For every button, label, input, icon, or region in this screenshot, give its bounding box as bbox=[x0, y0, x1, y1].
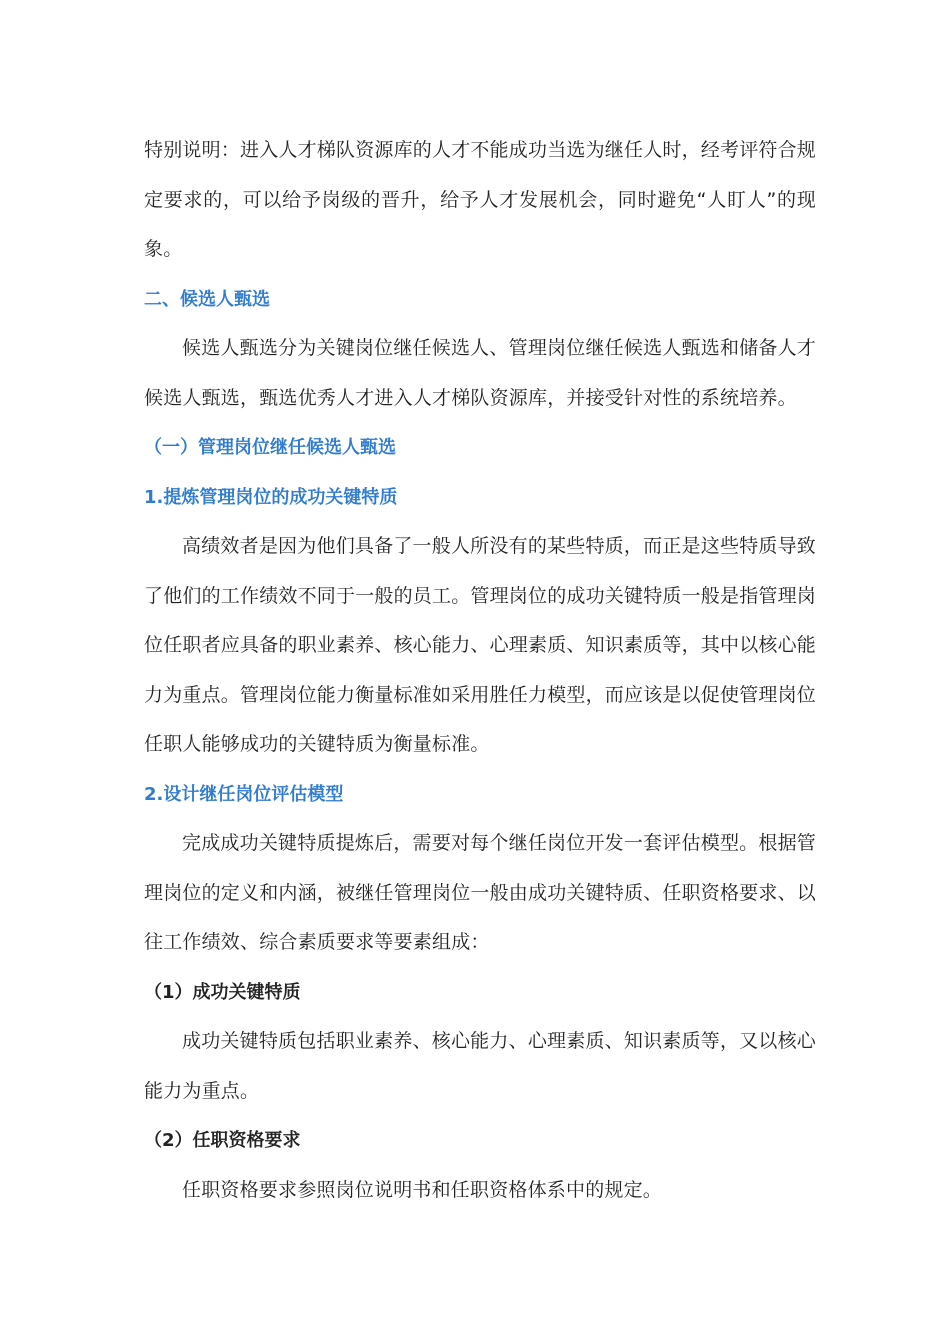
note-paragraph: 特别说明：进入人才梯队资源库的人才不能成功当选为继任人时，经考评符合规定要求的，可以给予岗级的晋升，给予人才发展机会，同时避免“人盯人”的现象。 bbox=[144, 139, 817, 260]
key-traits-paragraph: 高绩效者是因为他们具备了一般人所没有的某些特质，而正是这些特质导致了他们的工作绩效不同于一般的员工。管理岗位的成功关键特质一般是指管理岗位任职者应具备的职业素养、核心能力、心理素质、知识素质等，其中以核心能力为重点。管理岗位能力衡量标准如采用胜任力模型，而应该是以促使管理岗位任职人能够成功的关键特质为衡量标准。 bbox=[144, 535, 817, 755]
success-traits-paragraph: 成功关键特质包括职业素养、核心能力、心理素质、知识素质等，又以核心能力为重点。 bbox=[144, 1030, 816, 1102]
point-heading-success-traits: （1）成功关键特质 bbox=[144, 981, 301, 1003]
item-heading-evaluation-model: 2.设计继任岗位评估模型 bbox=[144, 783, 344, 805]
subsection-heading-management-successor: （一）管理岗位继任候选人甄选 bbox=[144, 437, 396, 458]
evaluation-model-paragraph: 完成成功关键特质提炼后，需要对每个继任岗位开发一套评估模型。根据管理岗位的定义和内涵，被继任管理岗位一般由成功关键特质、任职资格要求、以往工作绩效、综合素质要求等要素组成： bbox=[144, 832, 817, 953]
point-heading-qualification: （2）任职资格要求 bbox=[144, 1130, 301, 1151]
section-heading-candidate-selection: 二、候选人甄选 bbox=[144, 288, 270, 310]
item-heading-key-traits: 1.提炼管理岗位的成功关键特质 bbox=[144, 486, 398, 508]
candidate-selection-paragraph: 候选人甄选分为关键岗位继任候选人、管理岗位继任候选人甄选和储备人才候选人甄选，甄选优秀人才进入人才梯队资源库，并接受针对性的系统培养。 bbox=[144, 337, 816, 409]
document-body bbox=[144, 126, 816, 1215]
qualification-paragraph: 任职资格要求参照岗位说明书和任职资格体系中的规定。 bbox=[182, 1178, 663, 1201]
